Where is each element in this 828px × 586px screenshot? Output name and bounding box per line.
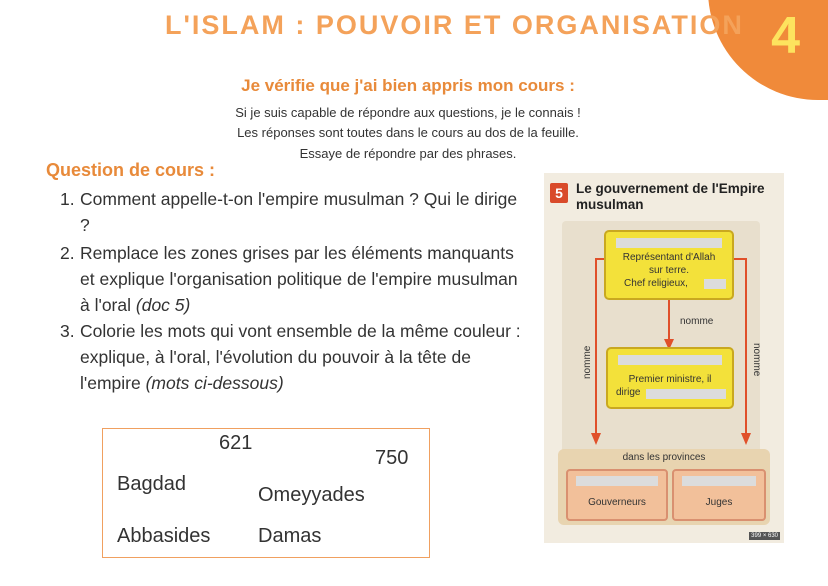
- question-text: Remplace les zones grises par les éléments manquants et explique l'organisation politique de l'empire musulman à l'oral: [80, 243, 518, 315]
- word-damas[interactable]: Damas: [258, 525, 322, 547]
- question-number: 3.: [60, 321, 75, 341]
- verification-line-2: Les réponses sont toutes dans le cours au dos de la feuille.: [237, 125, 579, 140]
- middle-box: [606, 347, 734, 409]
- question-number: 1.: [60, 189, 75, 209]
- word-bagdad[interactable]: Bagdad: [117, 473, 186, 495]
- grey-zone-top[interactable]: [616, 238, 722, 248]
- question-number: 2.: [60, 243, 75, 263]
- word-621[interactable]: 621: [219, 432, 253, 454]
- right-nomme-label: nomme: [751, 343, 762, 377]
- question-text: Colorie les mots qui vont ensemble de la même couleur : explique, à l'oral, l'évolution du pouvoir à la tête de l'empire: [80, 321, 521, 393]
- question-item: [60, 240, 530, 318]
- top-box-line-3: Chef religieux,: [624, 278, 688, 289]
- word-750[interactable]: 750: [375, 447, 409, 469]
- right-arrowhead: [741, 433, 751, 445]
- grey-zone-judges[interactable]: [682, 476, 756, 486]
- middle-box-line-2: dirige: [616, 387, 641, 398]
- province-box-1-label: Gouverneurs: [588, 497, 646, 508]
- document-number: 5: [550, 183, 568, 203]
- document-title: Le gouvernement de l'Empire musulman: [576, 181, 765, 212]
- province-box-2-label: Juges: [705, 497, 733, 508]
- left-arrowhead: [591, 433, 601, 445]
- question-item: [60, 186, 530, 238]
- grey-zone-middle-2[interactable]: [646, 389, 726, 399]
- left-nomme-label: nomme: [582, 345, 593, 379]
- question-note: (mots ci-dessous): [145, 373, 284, 393]
- verification-line-3: Essaye de répondre par des phrases.: [299, 146, 517, 161]
- province-box-judges: [672, 469, 766, 521]
- question-list: [60, 186, 530, 396]
- grey-zone-governors[interactable]: [576, 476, 658, 486]
- grey-zone-middle[interactable]: [618, 355, 722, 365]
- top-box: [604, 230, 734, 300]
- province-box-governors: [566, 469, 668, 521]
- provinces-area: [558, 449, 770, 525]
- question-text: Comment appelle-t-on l'empire musulman ? Qui le dirige ?: [80, 189, 518, 235]
- word-abbasides[interactable]: Abbasides: [117, 525, 211, 547]
- verification-title: Je vérifie que j'ai bien appris mon cours :: [241, 76, 575, 95]
- provinces-label: dans les provinces: [622, 452, 706, 463]
- verification-line-1: Si je suis capable de répondre aux questions, je le connais !: [235, 105, 581, 120]
- right-arrow: [732, 259, 746, 435]
- top-box-line-2: sur terre.: [648, 265, 689, 276]
- government-document: [544, 173, 784, 543]
- center-nomme-label: nomme: [680, 316, 714, 327]
- questions-title: Question de cours :: [46, 160, 216, 180]
- page-title: L'ISLAM : POUVOIR ET ORGANISATION: [165, 10, 744, 40]
- grey-zone-top-2[interactable]: [704, 279, 726, 289]
- word-omeyyades[interactable]: Omeyyades: [258, 484, 365, 506]
- question-item: [60, 318, 530, 396]
- left-arrow: [596, 259, 604, 435]
- words-box: [102, 428, 430, 558]
- middle-box-line-1: Premier ministre, il: [628, 374, 712, 385]
- chapter-number: 4: [771, 7, 800, 65]
- top-box-line-1: Représentant d'Allah: [622, 252, 716, 263]
- size-badge: 399 × 630: [751, 533, 778, 539]
- question-note: (doc 5): [135, 295, 191, 315]
